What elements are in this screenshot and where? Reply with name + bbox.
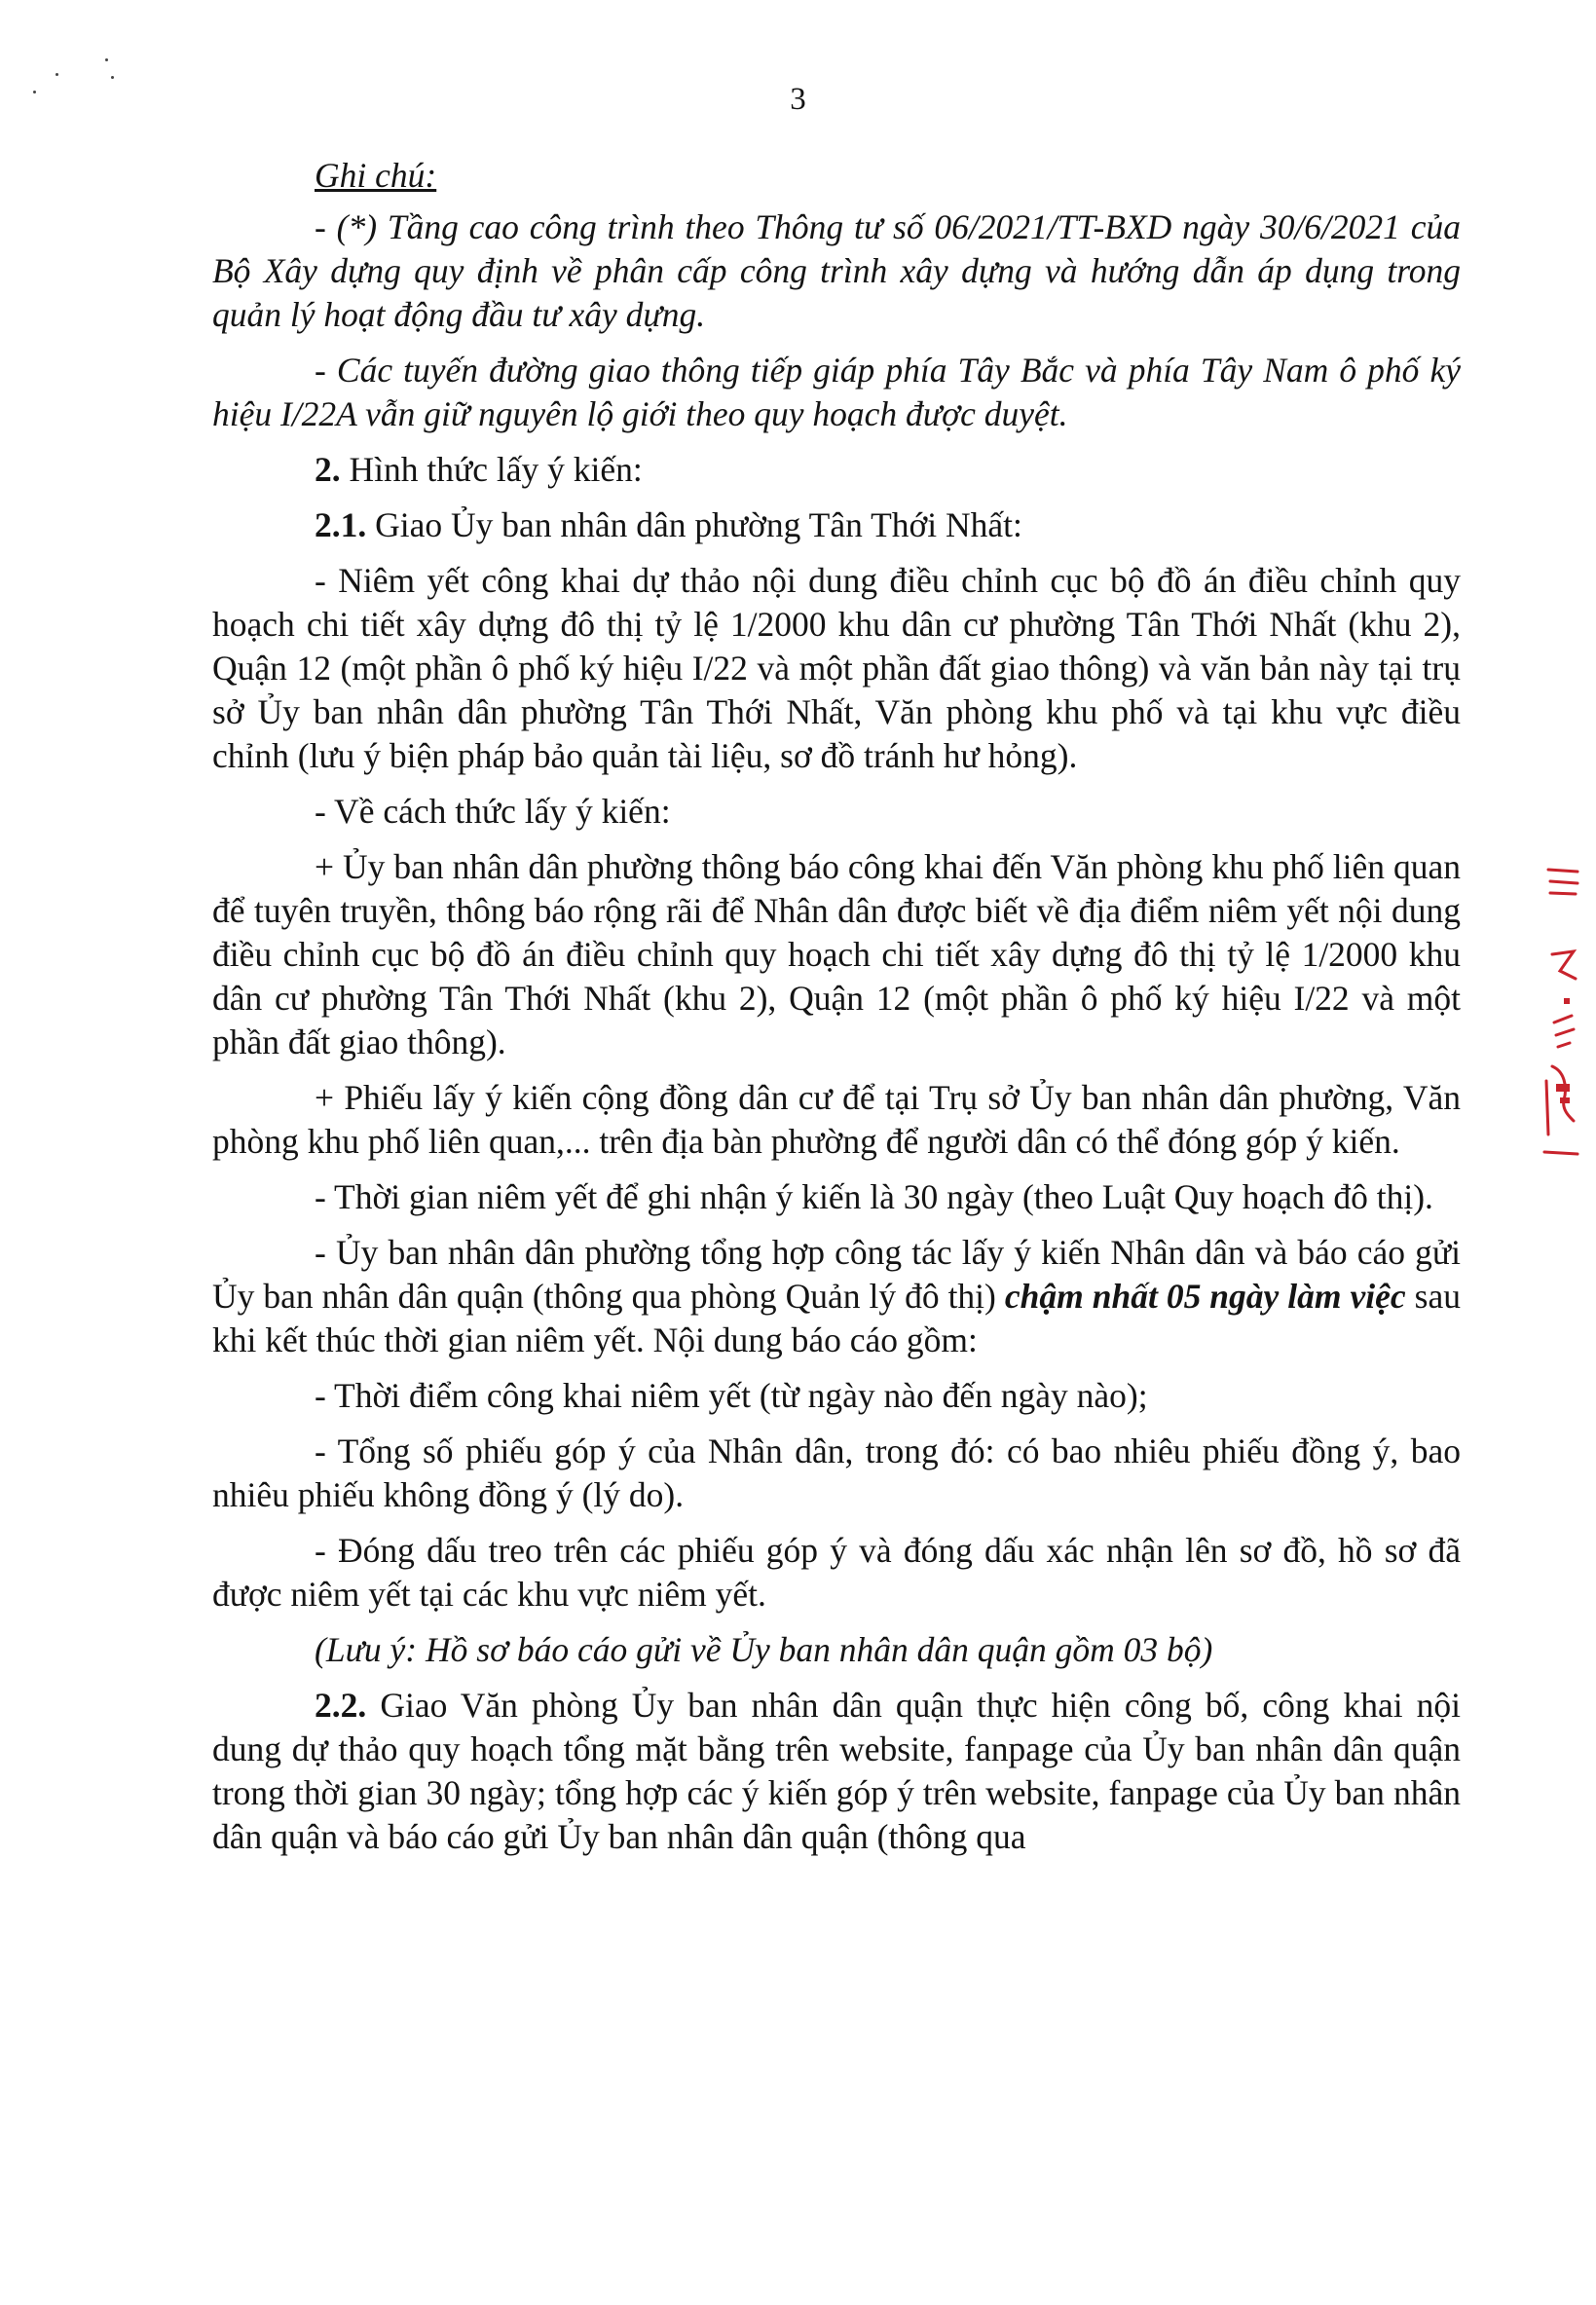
section-2-number: 2. [315,450,341,489]
paragraph-ballot: + Phiếu lấy ý kiến cộng đồng dân cư để tại Trụ sở Ủy ban nhân dân phường, Văn phòng khu phố liên quan,... trên địa bàn phường để người dân có thể đóng góp ý kiến. [212,1078,1461,1161]
report-text-post: sau khi kết thúc thời gian niêm yết. Nội dung báo cáo gồm: [212,1277,1461,1359]
scan-speck [105,58,108,61]
paragraph-notify: + Ủy ban nhân dân phường thông báo công khai đến Văn phòng khu phố liên quan để tuyên truyền, thông báo rộng rãi để Nhân dân được biết về địa điểm niêm yết nội dung điều chỉnh cục bộ đồ án điều chỉnh quy hoạch chi tiết xây dựng đô thị tỷ lệ 1/2000 khu dân cư phường Tân Thới Nhất (khu 2), Quận 12 (một phần ô phố ký hiệu I/22 và một phần đất giao thông). [212,847,1461,1061]
page-number: 3 [790,82,806,117]
report-text-pre: - Ủy ban nhân dân phường tổng hợp công tác lấy ý kiến Nhân dân và báo cáo gửi Ủy ban nhân dân quận (thông qua phòng Quản lý đô thị) [212,1233,1461,1316]
paragraph-report [212,1231,1461,1362]
section-2-2-text: Giao Văn phòng Ủy ban nhân dân quận thực hiện công bố, công khai nội dung dự thảo quy hoạch tổng mặt bằng trên website, fanpage của Ủy ban nhân dân quận trong thời gian 30 ngày; tổng hợp các ý kiến góp ý trên website, fanpage của Ủy ban nhân dân quận và báo cáo gửi Ủy ban nhân dân quận (thông qua [212,1686,1461,1856]
note-item-1: - (*) Tầng cao công trình theo Thông tư số 06/2021/TT-BXD ngày 30/6/2021 của Bộ Xây dựng quy định về phân cấp công trình xây dựng và hướng dẫn áp dụng trong quản lý hoạt động đầu tư xây dựng. [212,207,1461,334]
paragraph-report-time: - Thời điểm công khai niêm yết (từ ngày nào đến ngày nào); [315,1376,1148,1415]
paragraph-posting: - Niêm yết công khai dự thảo nội dung điều chỉnh cục bộ đồ án điều chỉnh quy hoạch chi tiết xây dựng đô thị tỷ lệ 1/2000 khu dân cư phường Tân Thới Nhất (khu 2), Quận 12 (một phần ô phố ký hiệu I/22 và một phần đất giao thông) và văn bản này tại trụ sở Ủy ban nhân dân phường Tân Thới Nhất, Văn phòng khu phố và tại khu vực điều chỉnh (lưu ý biện pháp bảo quản tài liệu, sơ đồ tránh hư hỏng). [212,561,1461,775]
paragraph-report-count: - Tổng số phiếu góp ý của Nhân dân, trong đó: có bao nhiêu phiếu đồng ý, bao nhiêu phiếu không đồng ý (lý do). [212,1431,1461,1514]
scan-speck [56,73,58,76]
section-2-1-heading [212,503,1461,547]
section-2-title: Hình thức lấy ý kiến: [340,450,643,489]
paragraph-report-note: (Lưu ý: Hồ sơ báo cáo gửi về Ủy ban nhân dân quận gồm 03 bộ) [315,1630,1213,1669]
note-title: Ghi chú: [315,156,437,195]
document-body [212,154,1461,1871]
section-2-2-paragraph [212,1684,1461,1859]
paragraph-duration: - Thời gian niêm yết để ghi nhận ý kiến là 30 ngày (theo Luật Quy hoạch đô thị). [315,1177,1433,1216]
section-2-heading [212,448,1461,492]
note-item-2: - Các tuyến đường giao thông tiếp giáp phía Tây Bắc và phía Tây Nam ô phố ký hiệu I/22A vẫn giữ nguyên lộ giới theo quy hoạch được duyệt. [212,351,1461,433]
section-2-2-number: 2.2. [315,1686,367,1725]
paragraph-report-stamp: - Đóng dấu treo trên các phiếu góp ý và đóng dấu xác nhận lên sơ đồ, hồ sơ đã được niêm yết tại các khu vực niêm yết. [212,1531,1461,1614]
report-deadline: chậm nhất 05 ngày làm việc [1004,1277,1406,1316]
section-2-1-title: Giao Ủy ban nhân dân phường Tân Thới Nhất: [366,505,1022,544]
paragraph-method: - Về cách thức lấy ý kiến: [315,792,671,831]
scan-speck [111,76,114,79]
section-2-1-number: 2.1. [315,505,367,544]
margin-seal-stamp [1535,862,1579,1164]
